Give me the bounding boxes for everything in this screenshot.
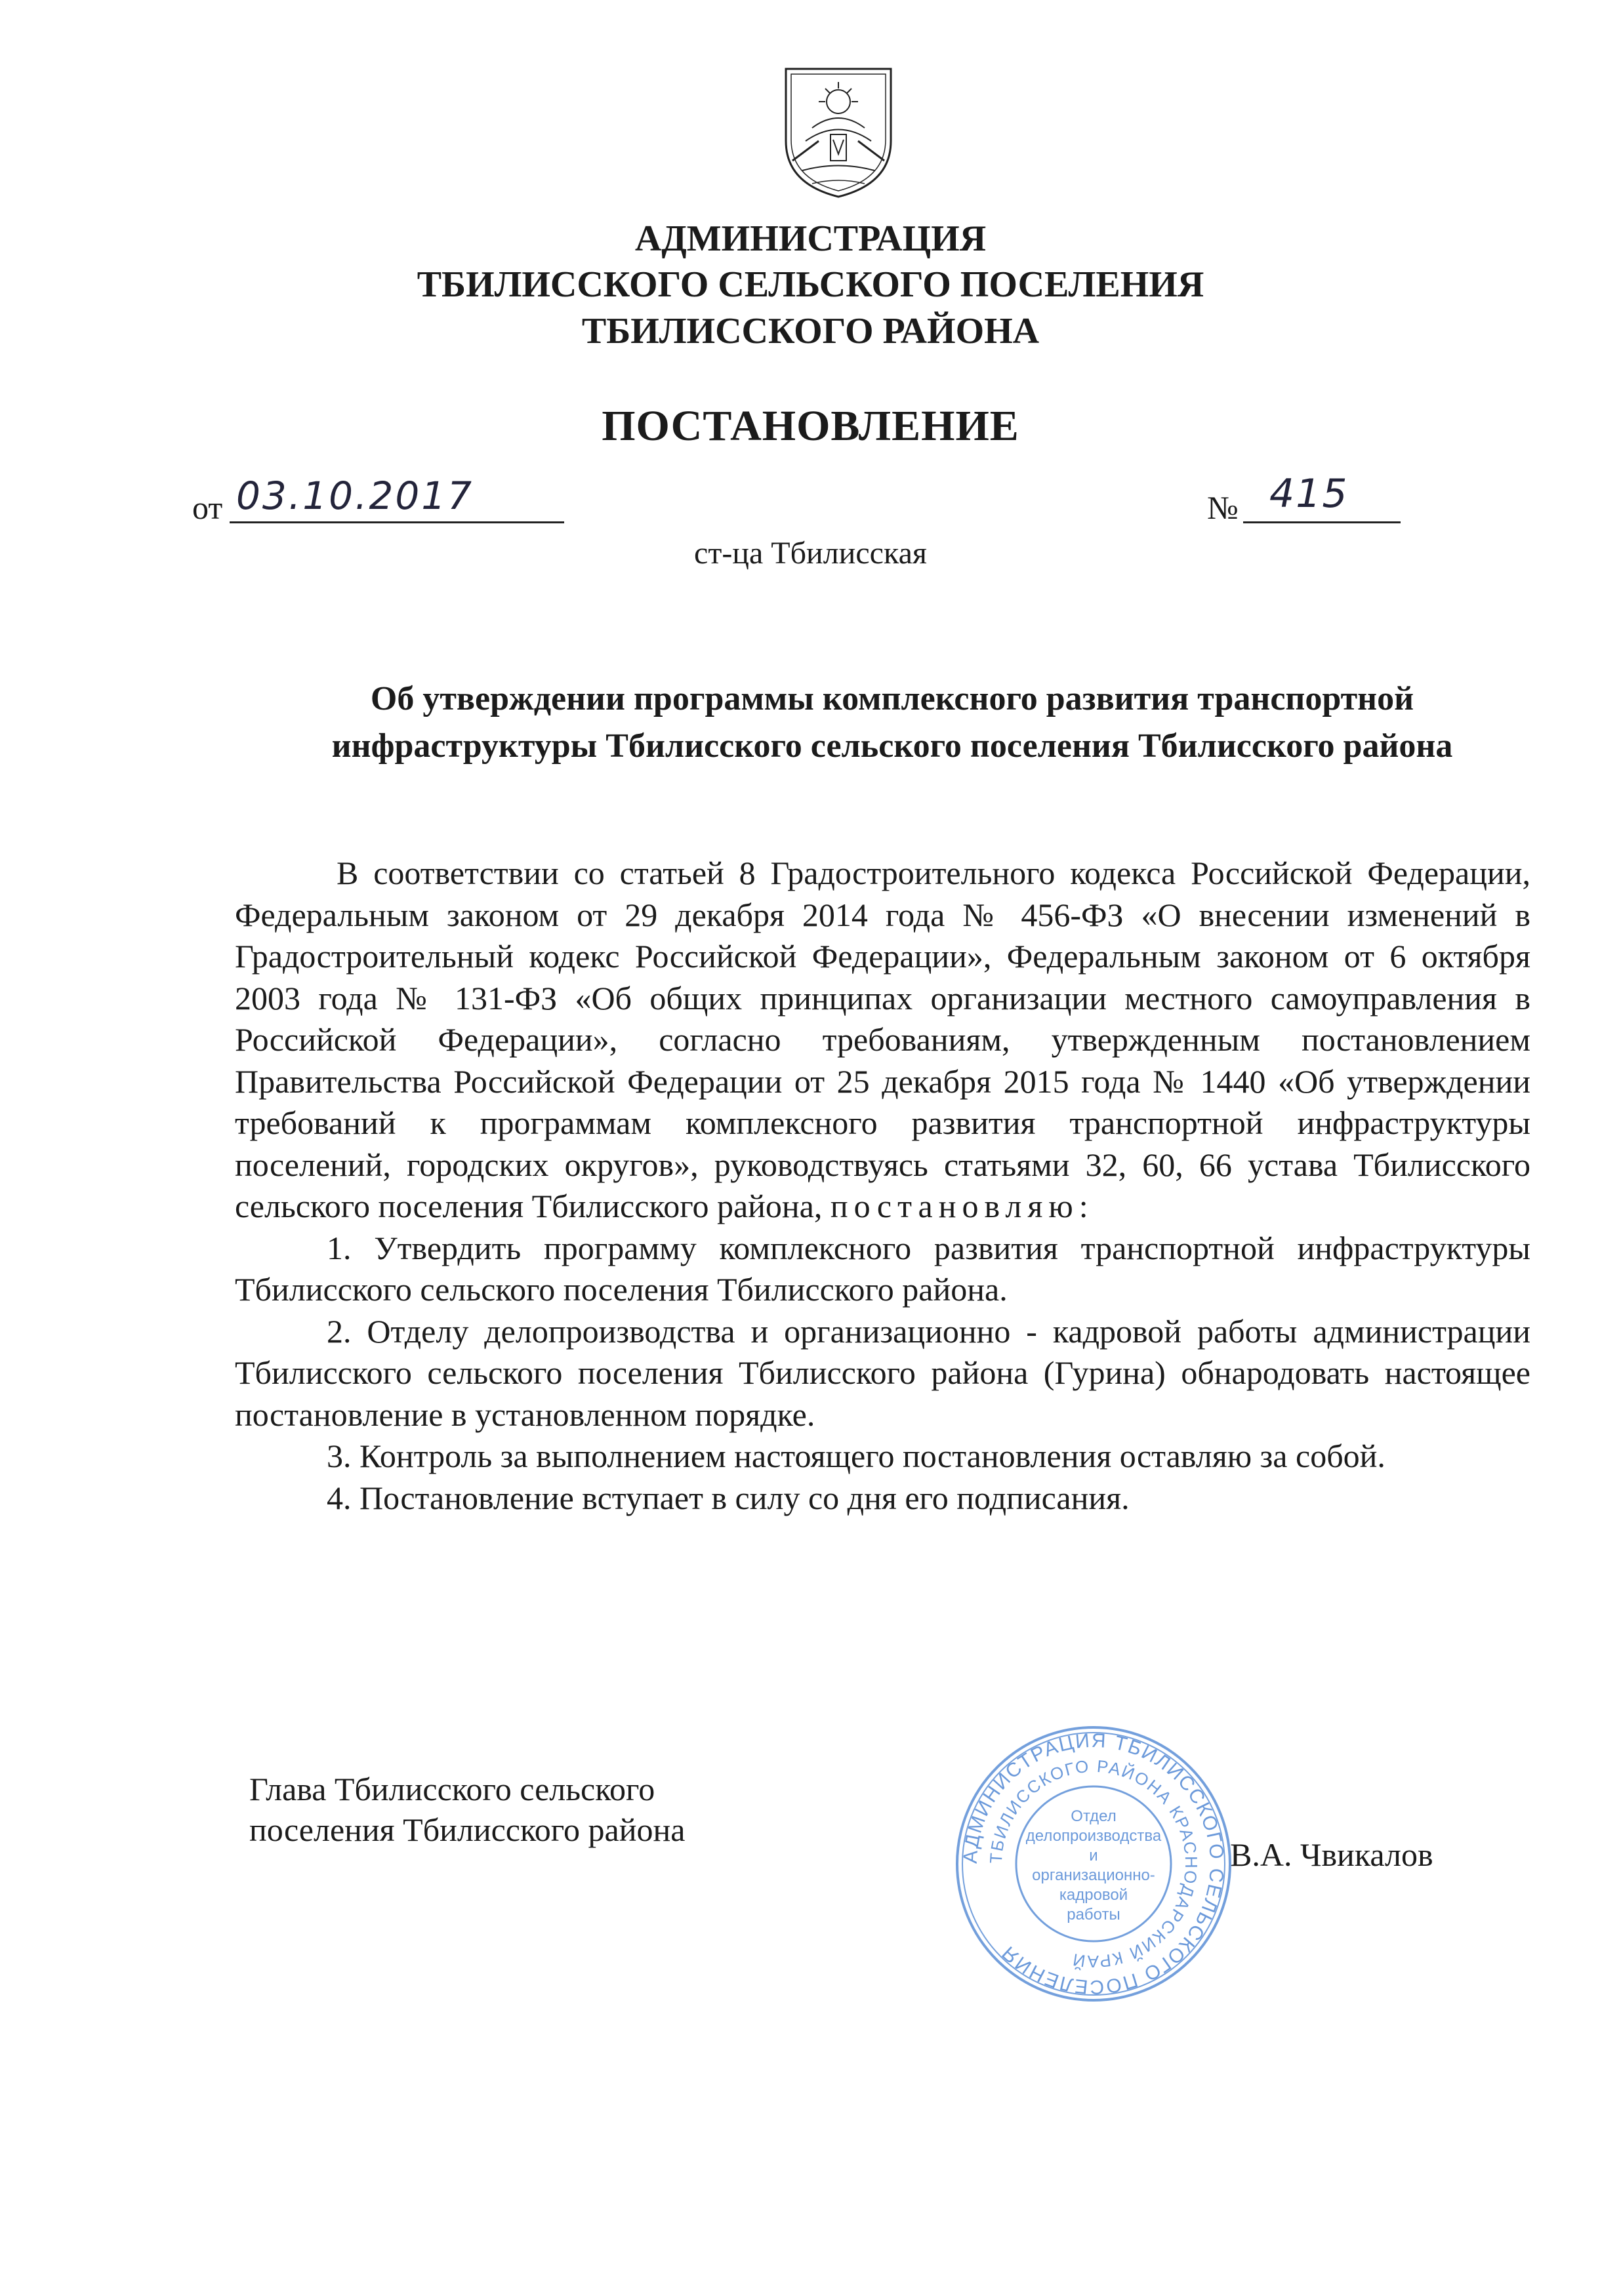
date-handwritten: 03.10.2017 xyxy=(236,473,474,518)
decree-word: постановляю: xyxy=(830,1188,1094,1224)
date-label: от xyxy=(192,489,223,526)
list-item-1: 1. Утвердить программу комплексного развития транспортной инфраструктуры Тбилисского сельского поселения Тбилисского района. xyxy=(235,1229,1530,1308)
stamp-center-line-6: работы xyxy=(1067,1906,1120,1923)
stamp-center-line-4: организационно- xyxy=(1032,1866,1155,1884)
list-item-2: 2. Отделу делопроизводства и организационно - кадровой работы администрации Тбилисского сельского поселения Тбилисского района (Гурина) обнародовать настоящее постановление в установленном порядке. xyxy=(235,1312,1530,1433)
signatory-name: В.А. Чвикалов xyxy=(1230,1836,1433,1873)
signatory-title-line-1: Глава Тбилисского сельского xyxy=(249,1771,655,1807)
subject-line-2: инфраструктуры Тбилисского сельского поселения Тбилисского района xyxy=(331,727,1453,765)
document-type-title: ПОСТАНОВЛЕНИЕ xyxy=(602,402,1019,450)
office-stamp xyxy=(953,1723,1235,2005)
stamp-center-line-2: делопроизводства xyxy=(1025,1827,1162,1845)
date-underline xyxy=(230,521,564,523)
stamp-center-line-1: Отдел xyxy=(1071,1807,1117,1825)
signatory-title xyxy=(249,1769,685,1850)
org-name-line-2: ТБИЛИССКОГО СЕЛЬСКОГО ПОСЕЛЕНИЯ xyxy=(417,264,1204,305)
subject-line-1: Об утверждении программы комплексного развития транспортной xyxy=(370,680,1414,717)
preamble-text: В соответствии со статьей 8 Градостроительного кодекса Российской Федерации, Федеральным законом от 29 декабря 2014 года № 456-ФЗ «О внесении изменений в Градостроительный кодекс Российской Федерации», Федеральным законом от 6 октября 2003 года № 131-ФЗ «Об общих принципах организации местного самоуправления в Российской Федерации», согласно требованиям, утвержденным постановлением Правительства Российской Федерации от 25 декабря 2015 года № 1440 «Об утверждении требований к программам комплексного развития транспортной инфраструктуры поселений, городских округов», руководствуясь статьями 32, 60, 66 устава Тбилисского сельского поселения Тбилисского района, xyxy=(235,855,1530,1224)
number-handwritten: 415 xyxy=(1269,471,1349,517)
document-body xyxy=(235,853,1530,1519)
stamp-outer-text: АДМИНИСТРАЦИЯ ТБИЛИССКОГО СЕЛЬСКОГО ПОСЕЛЕНИЯ xyxy=(959,1729,1228,1998)
stamp-center-line-5: кадровой xyxy=(1059,1886,1128,1904)
place-of-issue: ст-ца Тбилисская xyxy=(694,536,927,571)
signatory-title-line-2: поселения Тбилисского района xyxy=(249,1811,686,1848)
coat-of-arms-emblem xyxy=(773,62,904,200)
preamble-paragraph xyxy=(235,853,1530,1228)
org-name-line-1: АДМИНИСТРАЦИЯ xyxy=(634,218,987,259)
number-label: № xyxy=(1207,489,1239,526)
list-item-3: 3. Контроль за выполнением настоящего постановления оставляю за собой. xyxy=(327,1438,1385,1474)
list-item-4: 4. Постановление вступает в силу со дня его подписания. xyxy=(327,1479,1130,1516)
org-name-line-3: ТБИЛИССКОГО РАЙОНА xyxy=(581,311,1040,352)
document-subject xyxy=(249,675,1535,770)
stamp-center-line-3: и xyxy=(1089,1847,1098,1864)
stamp-middle-text: ТБИЛИССКОГО РАЙОНА КРАСНОДАРСКИЙ КРАЙ xyxy=(985,1756,1202,1972)
number-underline xyxy=(1243,521,1401,523)
